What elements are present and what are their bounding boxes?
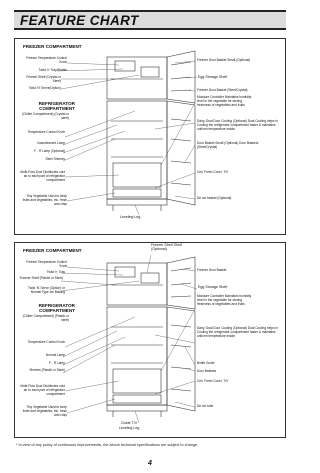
moisture-controller-label-2: Moisture Controller Maintains humidity level in the vegetable for storing freshness of vegetables and fruits bbox=[197, 294, 252, 306]
leveling-leg-label-2: Leveling Leg bbox=[119, 426, 140, 430]
freezer-shelf-label-2: Freezer Shelf (Plastic or Steel) bbox=[19, 276, 63, 280]
multiflow-duct-label-2: Multi-Flow Duct Distributes cold air to each part of refrigerator compartment bbox=[20, 384, 65, 396]
refrigerator-compartment-heading: REFRIGERATOR COMPARTMENT bbox=[38, 101, 75, 112]
freezer-compartment-heading: FREEZER COMPARTMENT bbox=[23, 44, 82, 49]
normal-lamp-label: Normal Lamp bbox=[45, 353, 65, 357]
tiny-vegetable-label: Tiny Vegetable Used to keep fruits and vegetables, etc. fresh and crisp bbox=[22, 194, 67, 206]
egg-storage-label: Egg Storage Shelf bbox=[198, 75, 228, 79]
egg-storage-label-2: Egg Storage Shelf bbox=[198, 285, 228, 289]
fresh-cover-label-2: Ceil. Fresh Cover, T/V bbox=[197, 379, 229, 383]
freezer-shelf-label: Freezer Shelf (Crystal or Steel) bbox=[26, 75, 61, 83]
freezer-compartment-heading-2: FREEZER COMPARTMENT bbox=[23, 248, 82, 253]
temp-control-label-2: Temperature Control Knob bbox=[27, 340, 65, 344]
tiny-vegetable-label-2: Tiny Vegetable Used to keep fruits and vegetables, etc. fresh and crisp bbox=[22, 405, 67, 417]
title-bar bbox=[14, 10, 286, 30]
chiller-compartment-label: (Chiller Compartment) (Crystal or steel) bbox=[22, 112, 69, 120]
freezer-door-basket-label-2: Freezer Door Basket bbox=[197, 268, 227, 272]
fr-lamp-label: F - R Lamp (Optional) bbox=[34, 149, 65, 153]
deice-tube-label: De-ice tube bbox=[197, 404, 214, 408]
steel-shelves-label: Steel Shelves bbox=[45, 157, 65, 161]
fresh-cover-label: Ceil. Fresh Cover, T/V bbox=[197, 170, 229, 174]
bottle-guide-label: Bottle Guide bbox=[197, 361, 215, 365]
shelves-label: Shelves (Plastic or Steel) bbox=[29, 368, 65, 372]
freezer-temp-knob-label: Freezer Temperature Control Knob bbox=[26, 56, 67, 64]
fr-lamp-label-2: F - R Lamp bbox=[49, 361, 65, 365]
feature-chart-2 bbox=[14, 242, 286, 438]
page-number: 4 bbox=[148, 460, 152, 467]
freezer-temp-knob-label-2: Freezer Temperature Control Knob bbox=[26, 260, 67, 268]
lamp-label: Incandescent Lamp bbox=[37, 141, 65, 145]
footnote: * In view of any policy of continuous improvements, the above technical specifications are subject to change. bbox=[16, 443, 199, 447]
chiller-compartment-label-2: (Chiller Compartment) (Plastic or steel) bbox=[22, 314, 69, 322]
leveling-leg-label: Leveling Leg bbox=[120, 215, 141, 219]
freezer-door-basket-label: Freezer Door Basket (Steel/Crystal) bbox=[197, 88, 248, 92]
freezer-shelf-top-label: Freezer Shelf Shelf (Optional) bbox=[151, 243, 182, 252]
refrigerator-compartment-heading-2: REFRIGERATOR COMPARTMENT bbox=[38, 303, 75, 314]
door-baskets-label: Door Baskets bbox=[197, 369, 217, 373]
deice-basket-label: De-ice basket (Optional) bbox=[197, 196, 232, 200]
temp-control-label: Temperature Control Knob bbox=[27, 130, 65, 134]
freezer-door-basket-small-label: Freezer Door Basket Small (Optional) bbox=[197, 58, 251, 62]
twist-serve-label-2: Twist 'N' Serve (Option) or Normal Type Ice Making bbox=[28, 286, 65, 294]
twist-tray-label: Twist 'n' Tray/Rotate bbox=[38, 68, 67, 72]
door-basket-label: Door Basket Small (Optional) Door Baskets (Steel/Crystal) bbox=[197, 141, 259, 149]
twist-tray-label-2: Twist 'n' Tray bbox=[46, 270, 65, 274]
dual-door-cooling-label: Dairy, Dual Door Cooling (Optional) Dual Cooling helps in Cooling the refrigerator compartment faster & maintains uniform temperature inside. bbox=[197, 119, 278, 131]
feature-chart-1 bbox=[14, 38, 286, 235]
twist-serve-label: Twist 'N' Serve(Option) bbox=[28, 86, 61, 90]
multiflow-duct-label: Multi-Flow Duct Distributes cold air to each part of refrigerator compartment bbox=[20, 170, 65, 182]
dual-door-cooling-label-2: Dairy, Dual Door Cooling (Optional) Dual Cooling helps in Cooling the refrigerator compartment faster & maintains uniform temperature inside. bbox=[197, 326, 278, 338]
page-title: FEATURE CHART bbox=[20, 13, 139, 28]
guide-tv-label: Guide T/V bbox=[121, 421, 138, 425]
moisture-controller-label: Moisture Controller Maintains humidity level in the vegetable for storing freshness of vegetables and fruits. bbox=[197, 95, 252, 107]
